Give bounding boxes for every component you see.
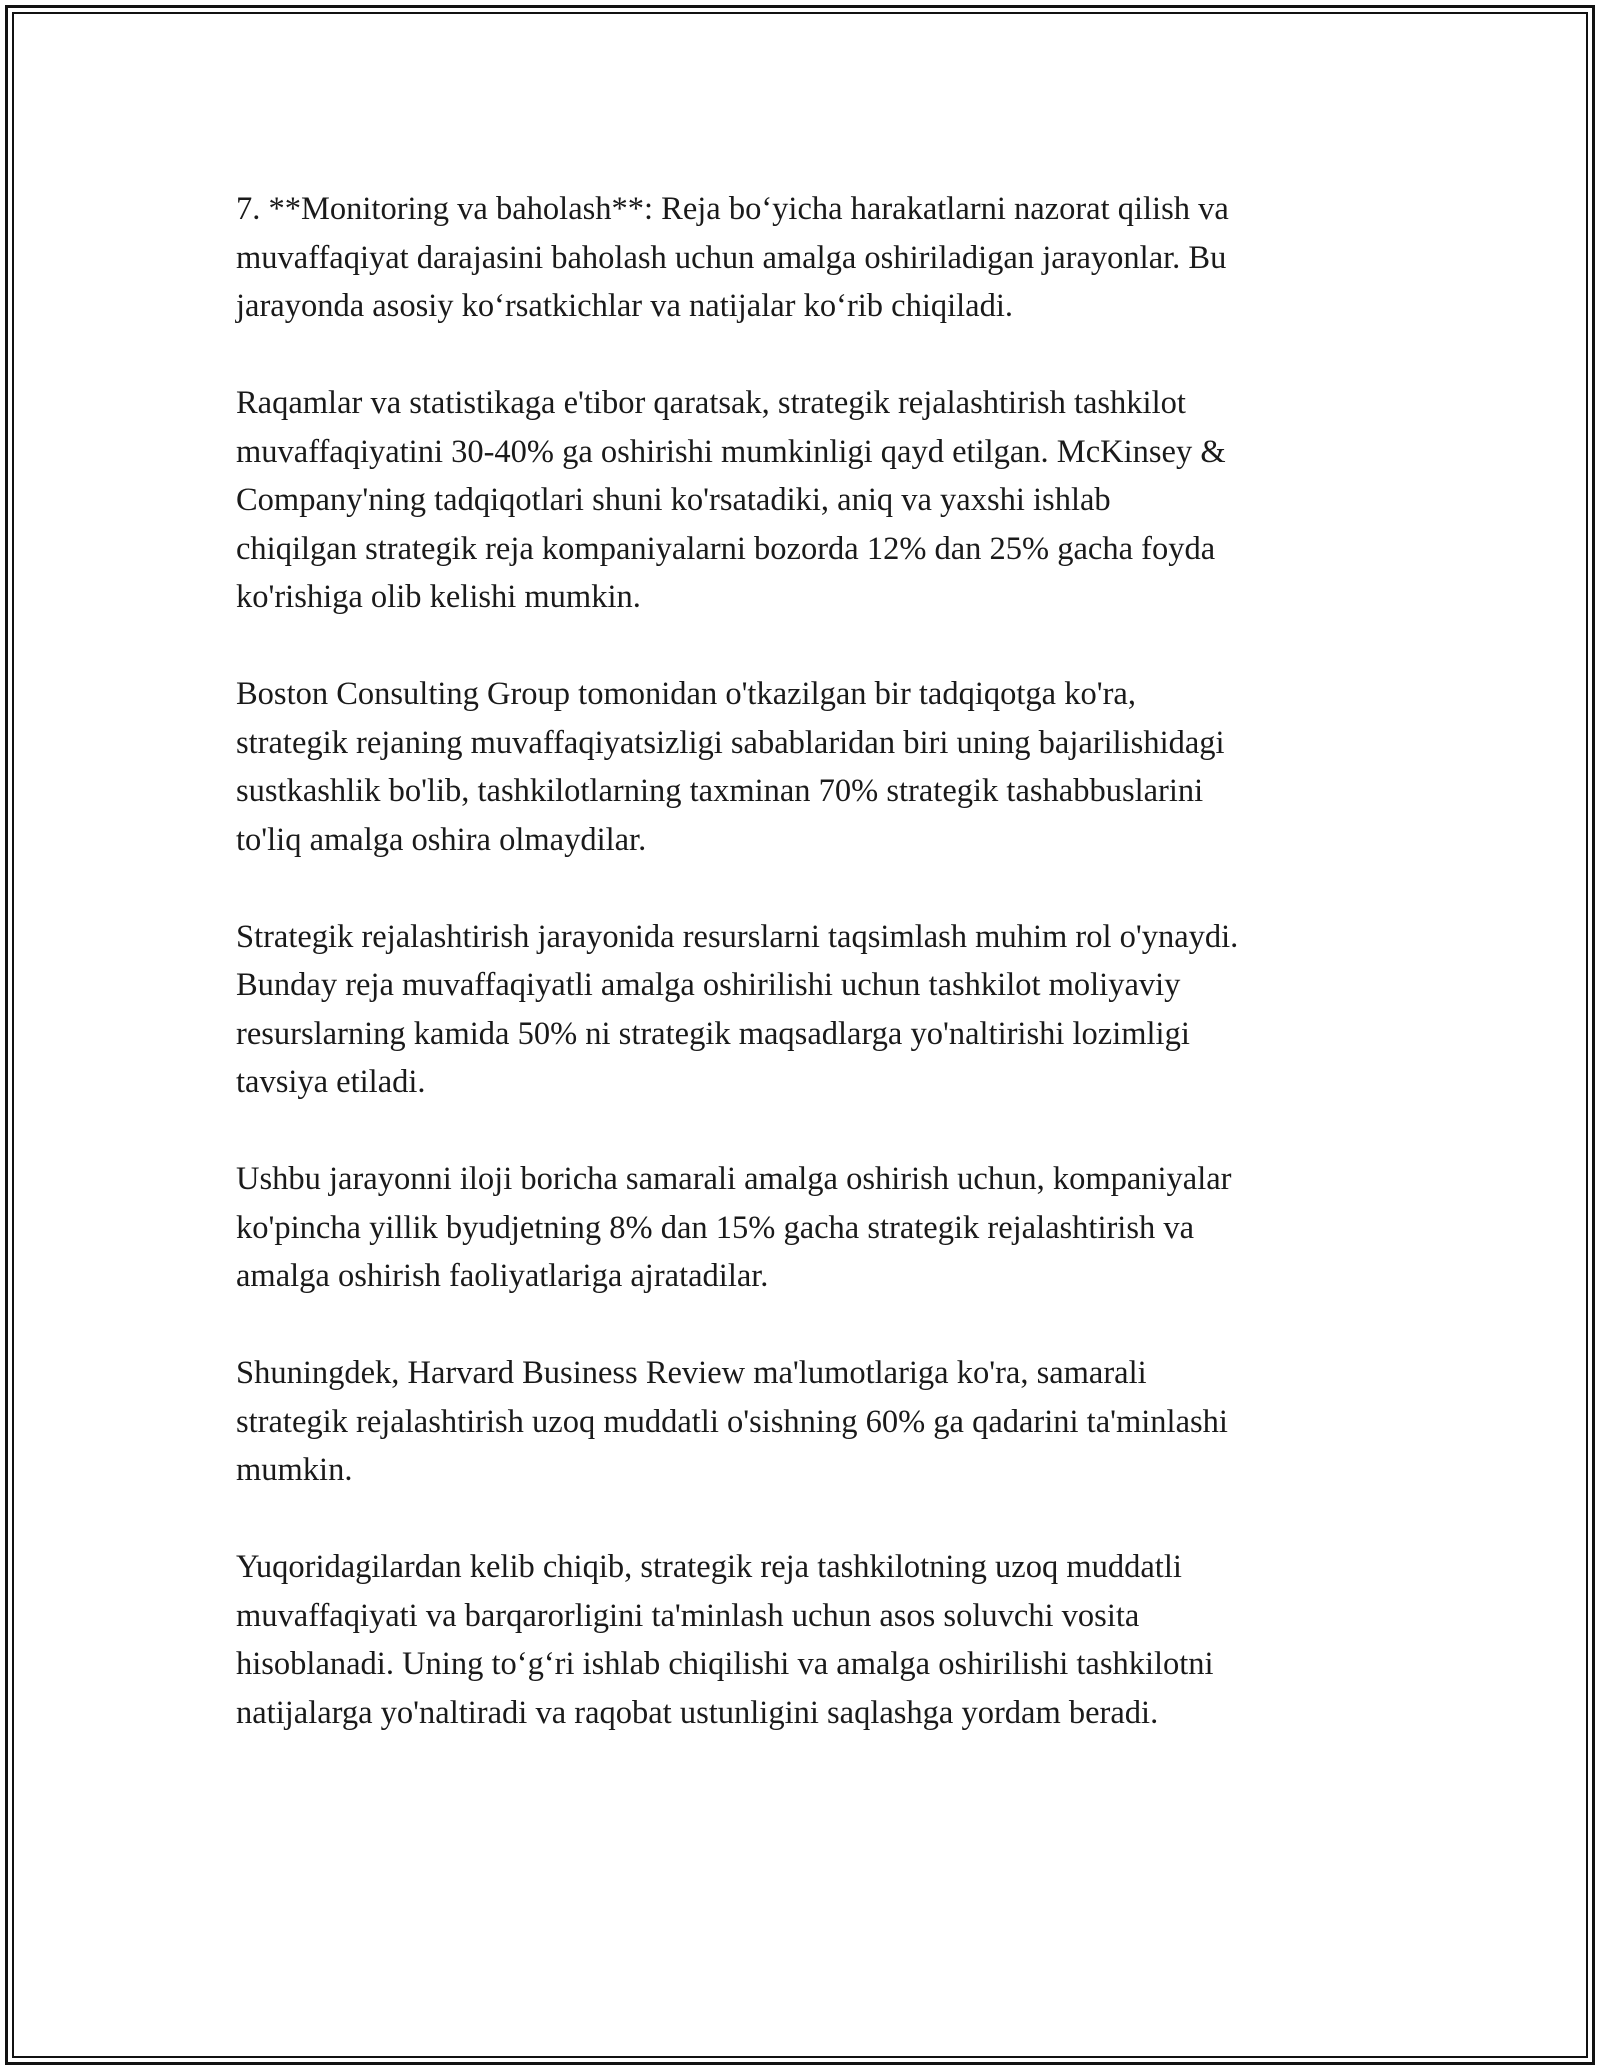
document-body (236, 185, 1386, 1786)
paragraph-statistics: Raqamlar va statistikaga e'tibor qaratsak, strategik rejalashtirish tashkilot muvaffaqiyatini 30-40% ga oshirishi mumkinligi qayd etilgan. McKinsey & Company'ning tadqiqotlari shuni ko'rsatadiki, aniq va yaxshi ishlab chiqilgan strategik reja kompaniyalarni bozorda 12% dan 25% gacha foyda ko'rishiga olib kelishi mumkin. (236, 385, 1226, 615)
paragraph-hbr: Shuningdek, Harvard Business Review ma'lumotlariga ko'ra, samarali strategik rejalashtirish uzoq muddatli o'sishning 60% ga qadarini ta'minlashi mumkin. (236, 1355, 1228, 1488)
paragraph-monitoring: 7. **Monitoring va baholash**: Reja bo‘yicha harakatlarni nazorat qilish va muvaffaqiyat darajasini baholash uchun amalga oshiriladigan jarayonlar. Bu jarayonda asosiy ko‘rsatkichlar va natijalar ko‘rib chiqiladi. (236, 191, 1229, 324)
paragraph-budget: Ushbu jarayonni iloji boricha samarali amalga oshirish uchun, kompaniyalar ko'pincha yillik byudjetning 8% dan 15% gacha strategik rejalashtirish va amalga oshirish faoliyatlariga ajratadilar. (236, 1161, 1232, 1294)
paragraph-resources: Strategik rejalashtirish jarayonida resurslarni taqsimlash muhim rol o'ynaydi. Bunday reja muvaffaqiyatli amalga oshirilishi uchun tashkilot moliyaviy resurslarning kamida 50% ni strategik maqsadlarga yo'naltirishi lozimligi tavsiya etiladi. (236, 918, 1239, 1100)
paragraph-conclusion: Yuqoridagilardan kelib chiqib, strategik reja tashkilotning uzoq muddatli muvaffaqiyati va barqarorligini ta'minlash uchun asos soluvchi vosita hisoblanadi. Uning to‘g‘ri ishlab chiqilishi va amalga oshirilishi tashkilotni natijalarga yo'naltiradi va raqobat ustunligini saqlashga yordam beradi. (236, 1549, 1214, 1731)
paragraph-bcg-study: Boston Consulting Group tomonidan o'tkazilgan bir tadqiqotga ko'ra, strategik rejaning muvaffaqiyatsizligi sabablaridan biri uning bajarilishidagi sustkashlik bo'lib, tashkilotlarning taxminan 70% strategik tashabbuslarini to'liq amalga oshira olmaydilar. (236, 676, 1225, 858)
